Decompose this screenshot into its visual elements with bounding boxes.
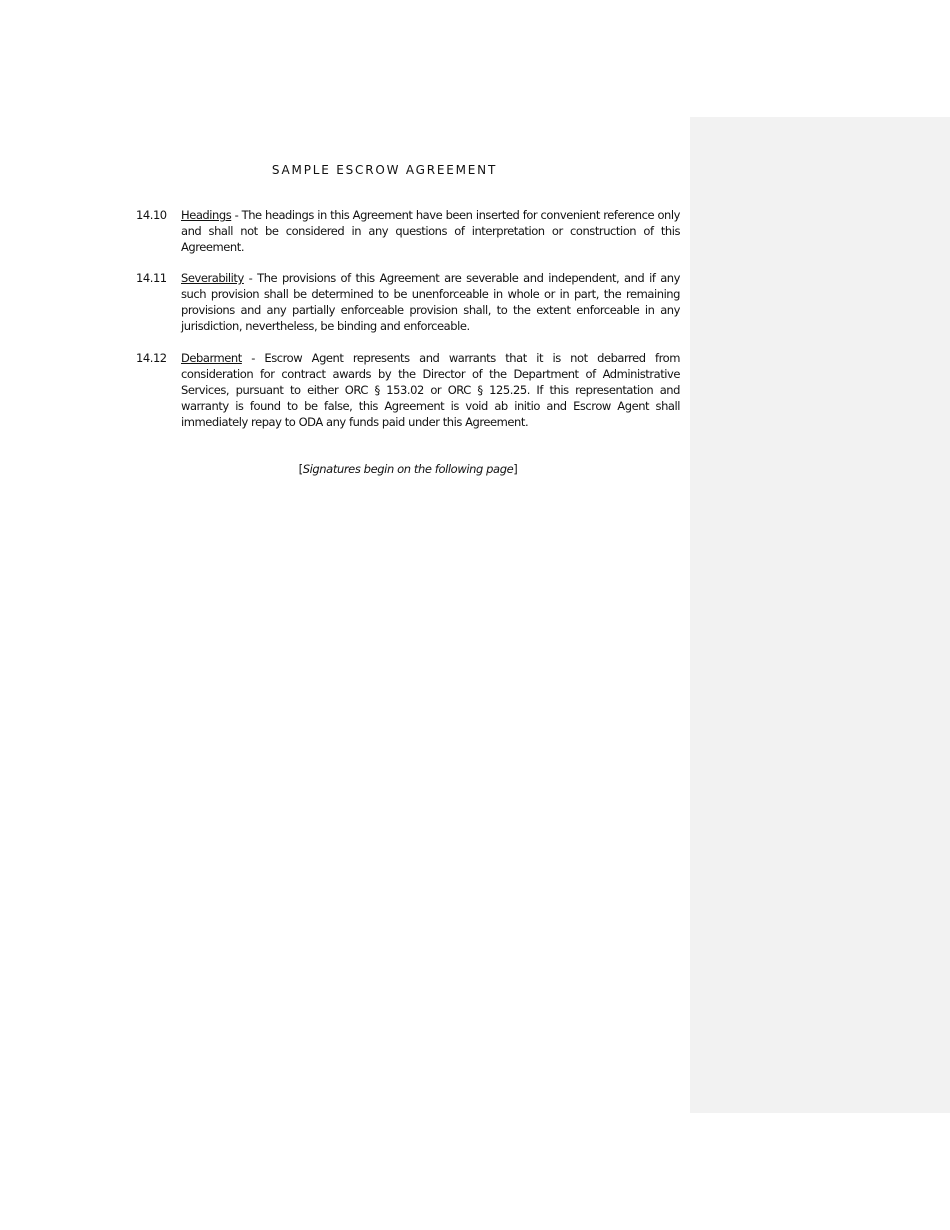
signature-note-close-bracket: ] [513, 462, 518, 476]
section-debarment [136, 350, 680, 430]
section-body [181, 270, 680, 334]
signature-note-open-bracket: [ [298, 462, 303, 476]
section-headings [136, 207, 680, 255]
section-number: 14.10 [136, 208, 167, 222]
section-body [181, 207, 680, 255]
section-number: 14.11 [136, 271, 167, 285]
section-heading: Severability [181, 271, 244, 285]
section-text: - Escrow Agent represents and warrants that it is not debarred from consideration for contract awards by the Director of the Department of Administrative Services, pursuant to either ORC § 153.02 or ORC § 125.25. If this representation and warranty is found to be false, this Agreement is void ab initio and Escrow Agent shall immediately repay to ODA any funds paid under this Agreement. [181, 351, 680, 429]
section-body [181, 350, 680, 430]
section-severability [136, 270, 680, 334]
section-text: - The provisions of this Agreement are severable and independent, and if any such provision shall be determined to be unenforceable in whole or in part, the remaining provisions and any partially enforceable provision shall, to the extent enforceable in any jurisdiction, nevertheless, be binding and enforceable. [181, 271, 680, 333]
section-heading: Debarment [181, 351, 242, 365]
signature-note [136, 461, 680, 477]
section-heading: Headings [181, 208, 232, 222]
comment-margin-pane [690, 117, 950, 1113]
section-text: - The headings in this Agreement have been inserted for convenient reference only and shall not be considered in any questions of interpretation or construction of this Agreement. [181, 208, 680, 254]
signature-note-text: Signatures begin on the following page [302, 462, 514, 476]
section-number: 14.12 [136, 351, 167, 365]
document-title: SAMPLE ESCROW AGREEMENT [271, 163, 498, 177]
